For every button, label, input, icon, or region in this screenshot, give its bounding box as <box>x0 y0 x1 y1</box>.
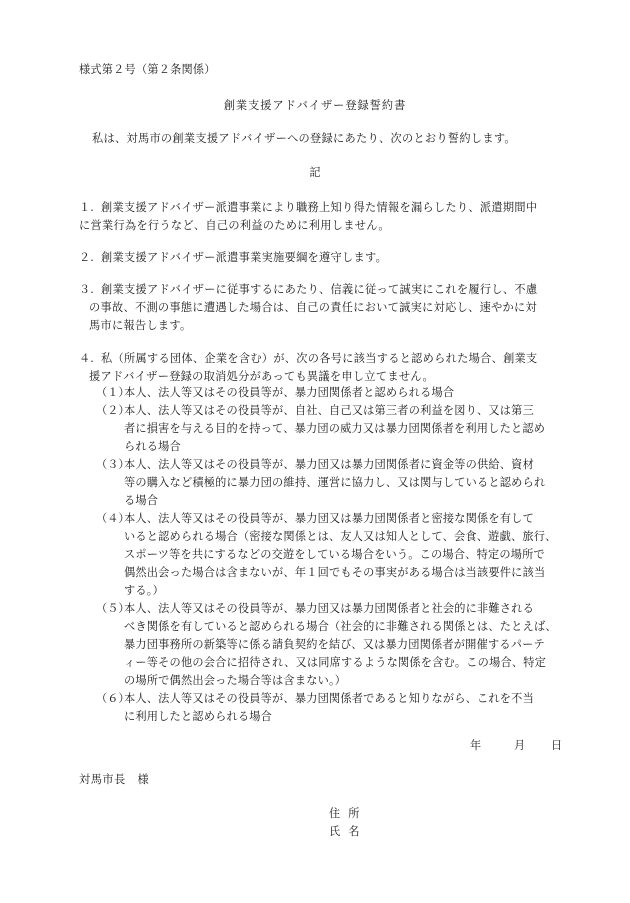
subitem-line: 偶然出会った場合は含まないが、年１回でもその事実がある場合は当該要件に該当 <box>124 566 546 579</box>
subitem-number: （３） <box>96 458 130 471</box>
subitem-line: する。） <box>124 584 164 597</box>
subitem-number: （５） <box>96 602 130 615</box>
item-line: 援アドバイザー登録の取消処分があっても異議を申し立てません。 <box>89 370 434 383</box>
address-label: 住所 <box>329 807 368 820</box>
subitem-line: 本人、法人等又はその役員等が、暴力団又は暴力団関係者に資金等の供給、資材 <box>124 458 534 471</box>
subitem-3 <box>96 456 556 510</box>
subitem-2 <box>96 402 556 456</box>
item-text <box>89 350 554 386</box>
date-month: 月 <box>514 739 526 752</box>
item-line: に営業行為を行うなど、自己の利益のために利用しません。 <box>79 219 390 232</box>
document-title: 創業支援アドバイザー登録誓約書 <box>223 99 407 112</box>
subitem-line: る場合 <box>124 494 159 507</box>
subitem-line: の場所で偶然出会った場合等は含まない。） <box>124 674 347 687</box>
subitem-5 <box>96 600 556 690</box>
date-day: 日 <box>551 739 563 752</box>
item-line: の事故、不測の事態に遭遇した場合は、自己の責任において誠実に対応し、速やかに対 <box>89 301 538 314</box>
item-line: 創業支援アドバイザー派遣事業実施要綱を遵守します。 <box>101 251 388 264</box>
subitem-line: 本人、法人等又はその役員等が、自社、自己又は第三者の利益を図り、又は第三 <box>124 404 534 417</box>
subitem-number: （２） <box>96 404 130 417</box>
item-number: １. <box>79 201 94 214</box>
item-number: ２. <box>79 251 94 264</box>
subitem-number: （１） <box>96 386 130 399</box>
subitem-line: べき関係を有していると認められる場合（社会的に非難される関係とは、たとえば、 <box>124 620 557 633</box>
item-line: 私（所属する団体、企業を含む）が、次の各号に該当すると認められた場合、創業支 <box>101 352 538 365</box>
date-year: 年 <box>470 739 482 752</box>
intro-text: 私は、対馬市の創業支援アドバイザーへの登録にあたり、次のとおり誓約します。 <box>92 132 516 145</box>
subitem-number: （６） <box>96 692 130 705</box>
subitem-line: に利用したと認められる場合 <box>124 710 273 723</box>
item-text <box>101 249 554 267</box>
pledge-item-4 <box>79 350 554 386</box>
subitem-line: いると認められる場合（密接な関係とは、友人又は知人として、会食、遊戯、旅行、 <box>124 530 557 543</box>
addressee: 対馬市長 様 <box>79 773 150 786</box>
subitem-6 <box>96 690 556 726</box>
subitem-list <box>96 384 556 726</box>
item-line: 創業支援アドバイザー派遣事業により職務上知り得た情報を漏らしたり、派遣期間中 <box>101 201 538 214</box>
subitem-line: られる場合 <box>124 440 181 453</box>
item-text <box>89 281 554 335</box>
pledge-item-1 <box>79 199 554 235</box>
subitem-line: 本人、法人等又はその役員等が、暴力団又は暴力団関係者と社会的に非難される <box>124 602 534 615</box>
pledge-item-2 <box>79 249 554 267</box>
subitem-line: 本人、法人等又はその役員等が、暴力団関係者と認められる場合 <box>124 386 455 399</box>
item-text <box>79 199 554 235</box>
ki-heading: 記 <box>309 166 321 179</box>
subitem-line: 等の購入など積極的に暴力団の維持、運営に協力し、又は関与していると認められ <box>124 476 546 489</box>
item-line: 創業支援アドバイザーに従事するにあたり、信義に従って誠実にこれを履行し、不慮 <box>101 283 538 296</box>
subitem-line: ィー等その他の会合に招待され、又は同席するような関係を含む。この場合、特定 <box>124 656 547 669</box>
subitem-line: 本人、法人等又はその役員等が、暴力団又は暴力団関係者と密接な関係を有して <box>124 512 534 525</box>
subitem-line: 本人、法人等又はその役員等が、暴力団関係者であると知りながら、これを不当 <box>124 692 534 705</box>
subitem-1 <box>96 384 556 402</box>
form-number: 様式第２号（第２条関係） <box>79 63 216 76</box>
subitem-number: （４） <box>96 512 130 525</box>
name-label: 氏名 <box>329 825 368 838</box>
pledge-item-3 <box>79 281 554 335</box>
item-number: ４. <box>79 352 94 365</box>
subitem-line: 者に損害を与える目的を持って、暴力団の威力又は暴力団関係者を利用したと認め <box>124 422 546 435</box>
date-line <box>470 737 562 755</box>
subitem-4 <box>96 510 556 600</box>
item-number: ３. <box>79 283 94 296</box>
subitem-line: 暴力団事務所の新築等に係る請負契約を結び、又は暴力団関係者が開催するパーテ <box>124 638 545 651</box>
item-line: 馬市に報告します。 <box>89 319 192 332</box>
subitem-line: スポーツ等を共にするなどの交遊をしている場合をいう。この場合、特定の場所で <box>124 548 545 561</box>
